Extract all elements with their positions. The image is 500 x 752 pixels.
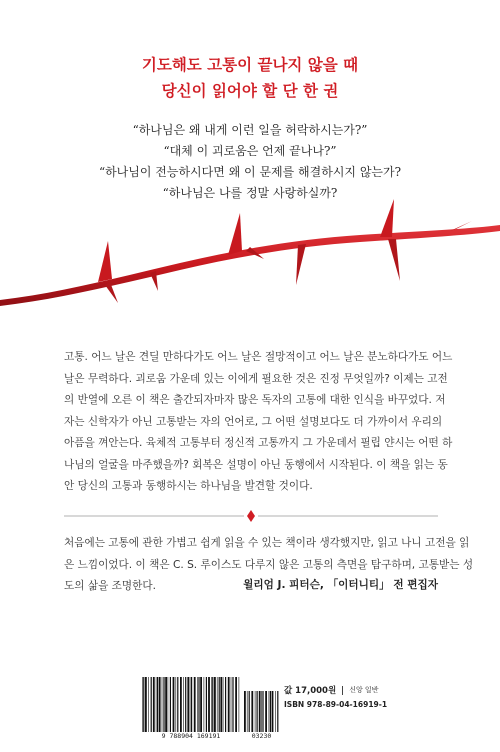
question-4: “하나님은 나를 정말 사랑하실까? [162,186,338,200]
barcode-bar [261,691,262,732]
barcode-bar [277,691,278,732]
question-2: “대체 이 괴로움은 언제 끝나나?” [163,144,337,158]
review-line: 처음에는 고통에 관한 가볍고 쉽게 읽을 수 있는 책이라 생각했지만, 읽고 나니 고전을 읽 [64,537,470,549]
price: 값 17,000원 [284,686,337,696]
barcode-bar [219,677,220,732]
barcode-bar [220,677,222,732]
barcode-bar [212,677,213,732]
barcode-bar [249,691,250,732]
separator [342,686,343,695]
barcode-bar [142,677,143,732]
barcode-bar [272,691,274,732]
barcode-bar [197,677,198,732]
diamond-divider-icon [64,510,438,522]
barcode-bar [257,691,258,732]
barcode-bar [255,691,256,732]
barcode-bar [204,677,205,732]
barcode-bar [148,677,149,732]
addon-barcode [243,691,280,732]
question-3: “하나님이 전능하시다면 왜 이 문제를 해결하시지 않는가? [98,165,402,179]
barcode-bar [232,677,233,732]
description-line: 의 반열에 오른 이 책은 출간되자마자 많은 독자의 고통에 대한 인식을 바꾸었다. 저 [64,394,446,406]
barcode-bar [275,691,276,732]
barcode-bar [176,677,177,732]
headline-line-1: 기도해도 고통이 끝나지 않을 때 [141,56,359,74]
description-line: 아픔을 껴안는다. 육체적 고통부터 정신적 고통까지 그 가운데서 필립 얀시는 어떤 하 [64,437,453,449]
barcode-bar [145,677,147,732]
barcode-bar [251,691,253,732]
barcode-bar [190,677,191,732]
barcode-bar [231,677,232,732]
description-line: 자는 신학자가 아닌 고통받는 자의 언어로, 그 어떤 설명보다도 더 가까이서 우리의 [64,415,443,428]
description-line: 나님의 얼굴을 마주했을까? 회복은 설명이 아닌 동행에서 시작된다. 이 책을 읽는 동 [64,458,448,471]
barcode-bar [168,677,169,732]
barcode-bar [183,677,184,732]
headline-line-2: 당신이 읽어야 할 단 한 권 [161,82,339,100]
description-line: 고통. 어느 날은 견딜 만하다가도 어느 날은 절망적이고 어느 날은 분노하다가도 어느 [64,351,453,363]
barcode-bar [157,677,158,732]
description-paragraph [64,347,453,498]
barcode-bar [262,691,263,732]
barcode-bar [223,677,224,732]
isbn-barcode [141,677,241,732]
barcode-bar [151,677,152,732]
genre: 신앙 일반 [349,686,379,694]
barcode-bar [259,691,261,732]
description-line: 안 당신의 고통과 동행하시는 하나님을 발견할 것이다. [64,480,313,492]
barcode-number: 9 788904 169191 [161,732,221,740]
thorn-branch-icon [0,185,500,315]
barcode-bar [225,677,226,732]
headline [0,52,500,104]
barcode-bar [163,677,164,732]
review-attribution: 윌리엄 J. 피터슨, 「이터니티」 전 편집자 [243,579,438,591]
barcode-bar [162,677,163,732]
barcode-bar [143,677,144,732]
barcode-bar [269,691,270,732]
barcode-bar [217,677,218,732]
barcode-bar [235,677,237,732]
description-line: 날은 무력하다. 괴로움 가운데 있는 이에게 필요한 것은 진정 무엇일까? 이제는 고전 [64,372,448,385]
barcode-bar [270,691,271,732]
barcode-bar [159,677,161,732]
barcode-bar [194,677,196,732]
review-line: 은 느낌이었다. 이 책은 C. S. 루이스도 다루지 않은 고통의 측면을 탐구하며, 고통받는 성 [64,558,474,571]
barcode-bar [239,677,240,732]
barcode-bar [180,677,182,732]
barcode-bar [211,677,212,732]
barcode-bar [187,677,189,732]
barcode-bar [173,677,175,732]
barcode-bar [165,677,167,732]
barcode-bar [177,677,178,732]
barcode-bar [214,677,216,732]
addon-barcode-number: 03230 [251,732,272,740]
barcode-bar [170,677,171,732]
barcode-bar [228,677,230,732]
barcode-bar [198,677,199,732]
barcode-bar [244,691,246,732]
barcode-bar [265,691,267,732]
price-info [284,684,387,709]
barcode-bar [191,677,192,732]
barcode-bar [200,677,202,732]
barcode-bar [153,677,155,732]
barcode-bar [156,677,157,732]
review-line: 도의 삶을 조명한다. [64,580,156,592]
barcode-bar [247,691,248,732]
barcode-bar [185,677,186,732]
question-1: “하나님은 왜 내게 이런 일을 허락하시는가?” [132,123,368,137]
isbn: ISBN 978-89-04-16919-1 [284,700,388,709]
barcode-bar [206,677,207,732]
barcode-bar [208,677,210,732]
